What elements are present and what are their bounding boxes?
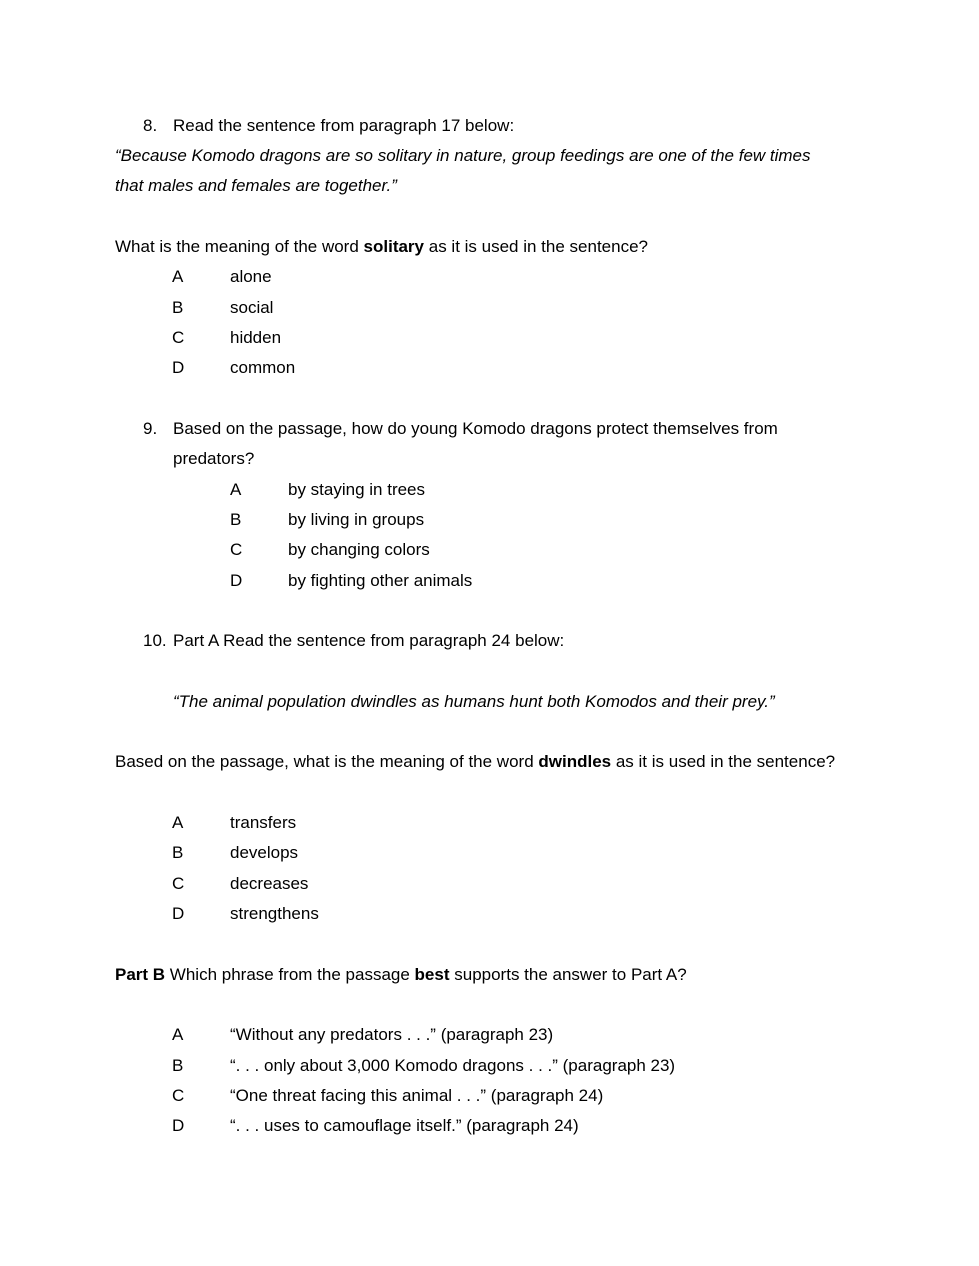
option-text: “. . . uses to camouflage itself.” (paragraph 24) [230, 1116, 579, 1135]
option-text: develops [230, 843, 299, 862]
option-text: by fighting other animals [288, 571, 473, 590]
option-letter: A [172, 813, 184, 832]
question-number: 10. [143, 631, 167, 650]
question-number: 9. [143, 419, 158, 438]
option-text: decreases [230, 874, 309, 893]
option-text: by changing colors [288, 540, 430, 559]
keyword: dwindles [538, 752, 612, 771]
option-letter: B [172, 298, 184, 317]
option-letter: A [172, 1025, 184, 1044]
option-text: strengthens [230, 904, 319, 923]
option-letter: B [230, 510, 242, 529]
option-text: transfers [230, 813, 297, 832]
question-prompt: Read the sentence from paragraph 17 below: [173, 116, 515, 135]
option-letter: C [172, 874, 185, 893]
option-text: “Without any predators . . .” (paragraph 23) [230, 1025, 554, 1044]
option-letter: A [230, 480, 242, 499]
option-letter: D [172, 358, 185, 377]
quote-line: that males and females are together.” [115, 176, 397, 195]
option-text: “. . . only about 3,000 Komodo dragons . . .” (paragraph 23) [230, 1056, 676, 1075]
option-letter: B [172, 843, 184, 862]
option-text: “One threat facing this animal . . .” (paragraph 24) [230, 1086, 604, 1105]
option-text: by living in groups [288, 510, 425, 529]
option-letter: D [172, 904, 185, 923]
option-letter: D [172, 1116, 185, 1135]
part-b-label: Part B [115, 965, 166, 984]
option-text: common [230, 358, 296, 377]
option-text: hidden [230, 328, 282, 347]
option-letter: A [172, 267, 184, 286]
quote-line: “The animal population dwindles as humans hunt both Komodos and their prey.” [173, 692, 775, 711]
question-number: 8. [143, 116, 158, 135]
quote-line: “Because Komodo dragons are so solitary in nature, group feedings are one of the few times [115, 146, 811, 165]
keyword: solitary [363, 237, 425, 256]
option-letter: C [172, 1086, 185, 1105]
option-letter: B [172, 1056, 184, 1075]
option-text: social [230, 298, 274, 317]
question-prompt: Part A Read the sentence from paragraph 24 below: [173, 631, 565, 650]
option-letter: C [172, 328, 185, 347]
question-prompt: predators? [173, 449, 255, 468]
question-prompt: Based on the passage, how do young Komodo dragons protect themselves from [173, 419, 778, 438]
option-text: by staying in trees [288, 480, 426, 499]
question-text: What is the meaning of the word solitary as it is used in the sentence? [115, 237, 648, 256]
keyword: best [414, 965, 450, 984]
option-letter: D [230, 571, 243, 590]
part-b-question: Part B Which phrase from the passage best supports the answer to Part A? [115, 965, 687, 984]
option-letter: C [230, 540, 243, 559]
question-text: Based on the passage, what is the meaning of the word dwindles as it is used in the sentence? [115, 752, 836, 771]
option-text: alone [230, 267, 272, 286]
